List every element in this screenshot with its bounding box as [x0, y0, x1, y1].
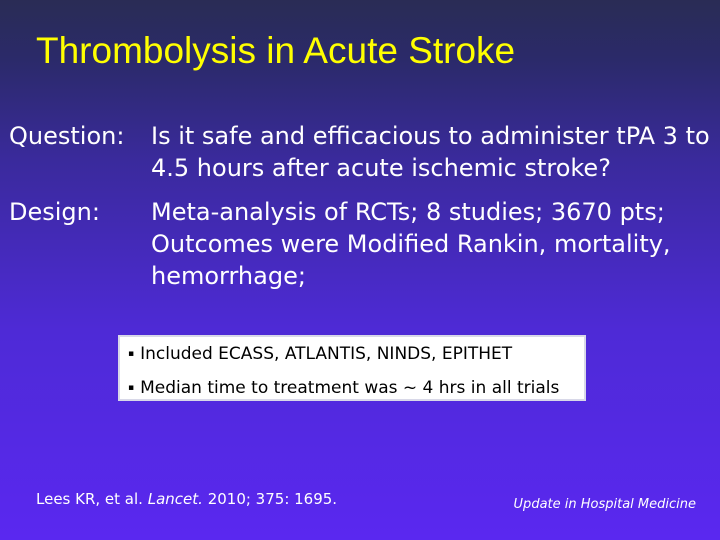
- callout-item: [128, 378, 559, 398]
- callout-item-text: Median time to treatment was ~ 4 hrs in all trials: [140, 378, 560, 398]
- question-label: Question:: [9, 122, 125, 150]
- callout-item: [128, 344, 512, 364]
- slide-title: Thrombolysis in Acute Stroke: [36, 30, 516, 71]
- callout-box: [118, 335, 586, 401]
- citation-reference: 2010; 375: 1695.: [207, 490, 338, 508]
- callout-item-text: Included ECASS, ATLANTIS, NINDS, EPITHET: [140, 344, 513, 364]
- bullet-icon: ▪: [128, 349, 135, 359]
- citation-authors: Lees KR, et al.: [36, 490, 143, 508]
- question-text: Is it safe and efficacious to administer tPA 3 to 4.5 hours after acute ischemic stroke?: [151, 122, 710, 182]
- citation-journal: Lancet.: [147, 490, 203, 508]
- footer-note: Update in Hospital Medicine: [513, 497, 696, 512]
- bullet-icon: ▪: [128, 383, 135, 393]
- citation: [36, 490, 337, 508]
- design-label: Design:: [9, 198, 100, 226]
- design-text: Meta-analysis of RCTs; 8 studies; 3670 pts; Outcomes were Modified Rankin, mortality, hemorrhage;: [151, 198, 671, 290]
